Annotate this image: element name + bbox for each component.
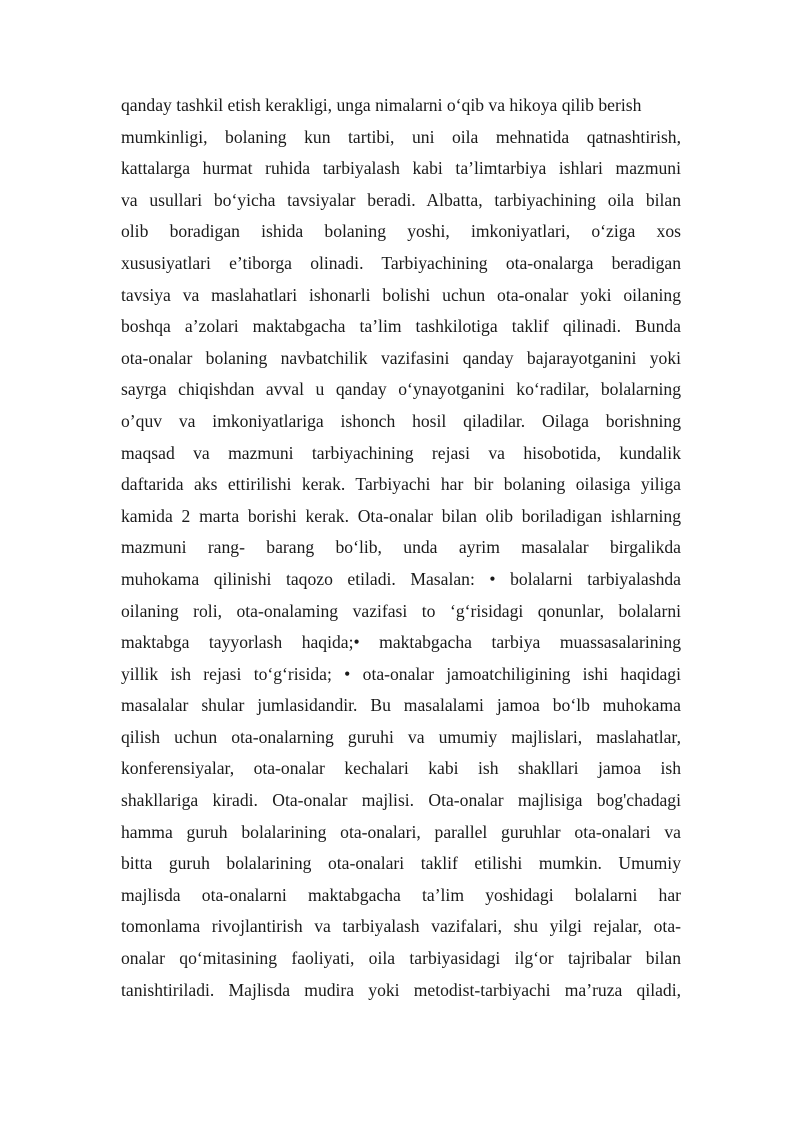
text-line: konferensiyalar, ota-onalar kechalari kabi ish shakllari jamoa ish (121, 758, 681, 779)
text-line: tanishtiriladi. Majlisda mudira yoki metodist-tarbiyachi ma’ruza qiladi, (121, 979, 681, 1000)
text-line: kattalarga hurmat ruhida tarbiyalash kabi ta’limtarbiya ishlari mazmuni (121, 158, 681, 179)
body-text (121, 90, 681, 1006)
text-line: boshqa a’zolari maktabgacha ta’lim tashkilotiga taklif qilinadi. Bunda (121, 316, 681, 337)
text-line: qanday tashkil etish kerakligi, unga nimalarni o‘qib va hikoya qilib berish (121, 95, 642, 115)
text-line: va usullari bo‘yicha tavsiyalar beradi. Albatta, tarbiyachining oila bilan (121, 189, 681, 210)
text-line: tavsiya va maslahatlari ishonarli bolishi uchun ota-onalar yoki oilaning (121, 284, 681, 305)
text-line: kamida 2 marta borishi kerak. Ota-onalar bilan olib boriladigan ishlarning (121, 505, 681, 526)
text-line: mazmuni rang- barang bo‘lib, unda ayrim masalalar birgalikda (121, 537, 681, 558)
text-line: qilish uchun ota-onalarning guruhi va umumiy majlislari, maslahatlar, (121, 726, 681, 747)
text-line: maqsad va mazmuni tarbiyachining rejasi va hisobotida, kundalik (121, 442, 681, 463)
text-line: majlisda ota-onalarni maktabgacha ta’lim yoshidagi bolalarni har (121, 884, 681, 905)
text-line: daftarida aks ettirilishi kerak. Tarbiyachi har bir bolaning oilasiga yiliga (121, 474, 681, 495)
text-line: mumkinligi, bolaning kun tartibi, uni oila mehnatida qatnashtirish, (121, 126, 681, 147)
text-line: onalar qo‘mitasining faoliyati, oila tarbiyasidagi ilg‘or tajribalar bilan (121, 948, 681, 969)
text-line: tomonlama rivojlantirish va tarbiyalash vazifalari, shu yilgi rejalar, ota- (121, 916, 681, 937)
text-line: masalalar shular jumlasidandir. Bu masalalami jamoa bo‘lb muhokama (121, 695, 681, 716)
text-line: olib boradigan ishida bolaning yoshi, imkoniyatlari, o‘ziga xos (121, 221, 681, 242)
text-line: xususiyatlari e’tiborga olinadi. Tarbiyachining ota-onalarga beradigan (121, 252, 681, 273)
text-line: maktabga tayyorlash haqida;• maktabgacha tarbiya muassasalarining (121, 632, 681, 653)
text-line: hamma guruh bolalarining ota-onalari, parallel guruhlar ota-onalari va (121, 821, 681, 842)
text-line: muhokama qilinishi taqozo etiladi. Masalan: • bolalarni tarbiyalashda (121, 568, 681, 589)
text-line: ota-onalar bolaning navbatchilik vazifasini qanday bajarayotganini yoki (121, 347, 681, 368)
text-line: bitta guruh bolalarining ota-onalari taklif etilishi mumkin. Umumiy (121, 853, 681, 874)
text-line: sayrga chiqishdan avval u qanday o‘ynayotganini ko‘radilar, bolalarning (121, 379, 681, 400)
text-line: oilaning roli, ota-onalaming vazifasi to ‘g‘risidagi qonunlar, bolalarni (121, 600, 681, 621)
text-line: shakllariga kiradi. Ota-onalar majlisi. Ota-onalar majlisiga bog'chadagi (121, 790, 681, 811)
text-line: yillik ish rejasi to‘g‘risida; • ota-onalar jamoatchiligining ishi haqidagi (121, 663, 681, 684)
text-line: o’quv va imkoniyatlariga ishonch hosil qiladilar. Oilaga borishning (121, 410, 681, 431)
